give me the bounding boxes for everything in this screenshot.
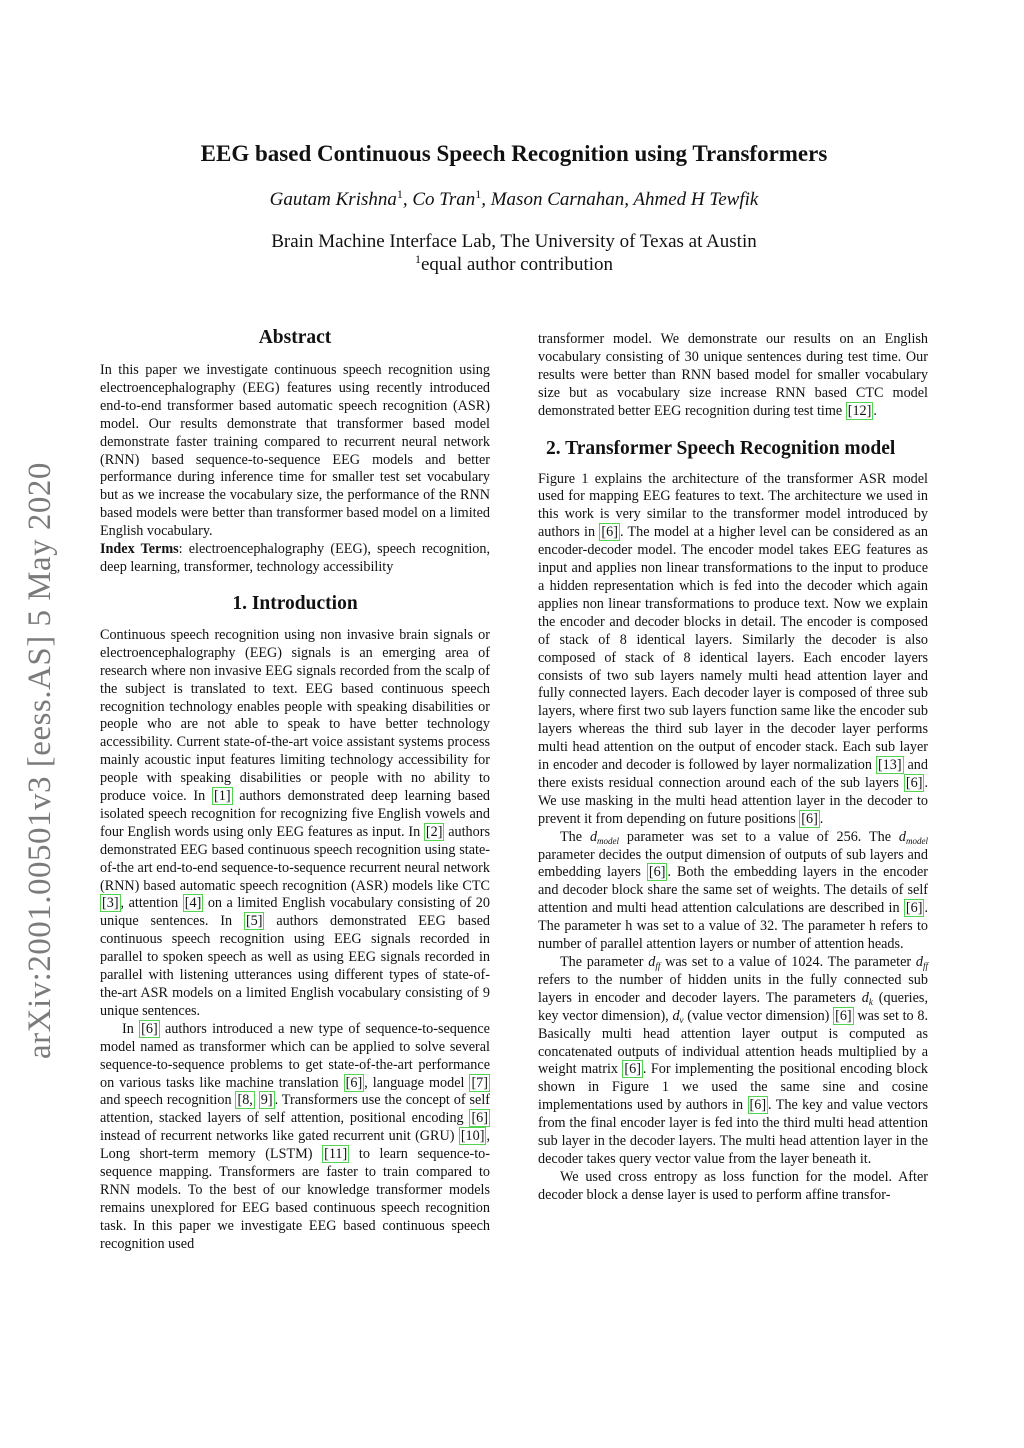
- text-run: (queries, key vector dimension),: [538, 989, 928, 1024]
- text-run: parameter decides the output dimension of outputs of sub layers and embedding layers: [538, 846, 928, 881]
- math-symbol: d: [648, 954, 656, 970]
- math-d-ff: [916, 954, 928, 970]
- text-run: . The key and value vectors from the final encoder layer is fed into the third multi head attention sub layer in the decoder layers. The multi head attention layer in the decoder takes query vector value from the layer beneath it.: [538, 1097, 928, 1167]
- text-run: . For implementing the positional encoding block shown in Figure 1 we used the same sine and cosine implementations used by authors in: [538, 1061, 928, 1114]
- text-run: was set to a value of 1024. The parameter: [660, 954, 916, 970]
- text-run: parameter was set to a value of 256. The: [619, 828, 899, 845]
- text-run: , Long short-term memory (LSTM): [100, 1128, 490, 1163]
- text-run: and speech recognition: [100, 1092, 236, 1109]
- citation-link[interactable]: [8,: [237, 1092, 253, 1109]
- math-subscript: ff: [922, 961, 928, 971]
- intro-continuation: [538, 331, 928, 421]
- citation-link[interactable]: [6]: [601, 524, 618, 541]
- text-run: The parameter: [560, 954, 649, 970]
- text-run: transformer model. We demonstrate our results on an English vocabulary consisting of 30 unique sentences during test time. Our results were better than RNN based model for smaller vocabulary size but as vocabulary size increase RNN based CTC model demonstrated better EEG recognition during test time: [538, 331, 928, 419]
- section-2-heading: 2. Transformer Speech Recognition model: [546, 437, 896, 459]
- math-d-v: [672, 1008, 683, 1024]
- citation-link[interactable]: [11]: [324, 1146, 348, 1163]
- math-symbol: d: [915, 954, 923, 970]
- math-d-k: [862, 990, 873, 1006]
- section-2-paragraph-3: [538, 954, 928, 1169]
- citation-link[interactable]: [6]: [905, 900, 923, 917]
- text-run: In: [122, 1020, 140, 1037]
- citation-link[interactable]: [7]: [471, 1074, 488, 1091]
- math-symbol: d: [861, 989, 869, 1006]
- citation-link[interactable]: [6]: [648, 864, 666, 881]
- author-name: Gautam Krishna: [269, 189, 397, 210]
- citation-link[interactable]: [6]: [835, 1007, 852, 1024]
- text-run: , language model: [364, 1074, 470, 1091]
- abstract-heading: Abstract: [258, 327, 332, 348]
- text-run: . The model at a higher level can be considered as an encoder-decoder model. The encoder model takes EEG features as input and applies non linear transformations to the input to produce a hidden representation which is fed into the decoder which again applies non linear transformations to produce text. Now we explain the encoder and decoder blocks in detail. The encoder is composed of stack of 8 identical layers. Similarly the decoder is also composed of stack of 8 identical layers. Each encoder layers consists of two sub layers namely multi head attention layer and fully connected layers. Each decoder layer is composed of three sub layers, where first two sub layers function same like the encoder sub layers whereas the third sub layer in the decoder layer performs multi head attention on the output of encoder stack. Each sub layer in encoder and decoder is followed by layer normalization: [538, 524, 929, 774]
- equal-contribution-note: [100, 254, 928, 276]
- text-run: to learn sequence-to-sequence mapping. Transformers are faster to train compared to RNN models. To the best of our knowledge transformer models remains unexplored for EEG based continuous speech recognition task. In this paper we investigate EEG based continuous speech recognition used: [100, 1146, 490, 1252]
- text-run: was set to 8. Basically multi head attention layer output is computed as concatenated outputs of individual attention heads multiplied by a weight matrix: [538, 1007, 928, 1078]
- text-run: refers to the number of hidden units in the fully connected sub layers in encoder and decoder layers. The parameters: [538, 971, 928, 1006]
- citation-link[interactable]: [6]: [471, 1110, 488, 1127]
- citation-link[interactable]: [6]: [749, 1097, 767, 1114]
- math-d-model: [590, 829, 619, 845]
- intro-paragraph-2: [100, 1021, 490, 1254]
- math-subscript: ff: [655, 961, 661, 971]
- intro-paragraph-1: [100, 627, 490, 1021]
- left-column: [100, 326, 490, 1254]
- text-run: authors demonstrated EEG based continuous speech recognition using EEG signals recorded in parallel to spoken speech as well as using EEG signals recorded in parallel with listening utterances using different types of state-of-the-art ASR models on a limited English vocabulary consisting of 9 unique sentences.: [100, 913, 491, 1019]
- math-subscript: model: [597, 835, 620, 846]
- math-d-model: [899, 829, 928, 845]
- text-run: . We use masking in the multi head attention layer in the decoder to prevent it from depending on future positions: [538, 774, 928, 827]
- text-run: (value vector dimension): [683, 1007, 834, 1024]
- citation-link[interactable]: [3]: [102, 895, 119, 912]
- math-d-ff: [648, 954, 660, 970]
- math-symbol: d: [672, 1007, 680, 1024]
- math-subscript: v: [679, 1014, 684, 1025]
- section-2-paragraph-4: We used cross entropy as loss function for the model. After decoder block a dense layer is used to perform affine transfor-: [538, 1168, 928, 1203]
- citation-link[interactable]: [13]: [877, 757, 902, 774]
- equal-contribution-text: equal author contribution: [420, 254, 614, 275]
- index-terms: [100, 541, 490, 577]
- citation-link[interactable]: [10]: [460, 1128, 485, 1145]
- citation-link[interactable]: [6]: [801, 810, 818, 827]
- affiliation-marker: 1: [475, 187, 482, 201]
- text-run: . Both the embedding layers in the encoder and decoder block share the same set of weights. The details of self attention and multi head attention calculations are described in: [538, 864, 928, 917]
- paper-title: EEG based Continuous Speech Recognition using Transformers: [200, 141, 828, 166]
- text-run: The: [560, 828, 590, 845]
- index-terms-label: Index Terms: [100, 541, 179, 558]
- arxiv-identifier: arXiv:2001.00501v3 [eess.AS] 5 May 2020: [22, 462, 58, 1059]
- text-run: authors demonstrated deep learning based isolated speech recognition for recognizing five English vowels and four English words using only EEG features as input. In: [100, 788, 490, 840]
- affiliation-marker: 1: [414, 252, 421, 266]
- text-run: . Transformers use the concept of self attention, stacked layers of self attention, positional encoding: [100, 1092, 490, 1127]
- text-run: .: [819, 810, 824, 827]
- text-run: and there exists residual connection around each of the sub layers: [538, 757, 928, 791]
- author-name: Co Tran: [412, 189, 476, 210]
- citation-link[interactable]: [6]: [905, 774, 923, 791]
- text-run: Continuous speech recognition using non invasive brain signals or electroencephalography (EEG) signals is an emerging area of research where non invasive EEG signals recorded from the scalp of the subject is translated to text. EEG based continuous speech recognition technology enables people with speaking disabilities or people who are not able to speak to have better technology accessibility. Current state-of-the-art voice assistant systems process mainly acoustic input features limiting technology accessibility for people with speaking disabilities or people with no ability to produce voice. In: [100, 626, 490, 805]
- text-run: authors introduced a new type of sequence-to-sequence model named as transformer which can be applied to solve several sequence-to-sequence problems to get state-of-the-art performance on various tasks like machine translation: [100, 1020, 490, 1091]
- citation-link[interactable]: [1]: [214, 788, 231, 805]
- citation-link[interactable]: [6]: [345, 1074, 363, 1091]
- text-run: , attention: [120, 895, 183, 912]
- text-run: .: [873, 402, 877, 419]
- citation-link[interactable]: [6]: [141, 1020, 158, 1037]
- text-run: instead of recurrent networks like gated recurrent unit (GRU): [100, 1128, 459, 1145]
- index-terms-text: : electroencephalography (EEG), speech recognition, deep learning, transformer, technology accessibility: [100, 541, 490, 575]
- introduction-heading: 1. Introduction: [232, 592, 358, 614]
- text-run: authors demonstrated EEG based continuous speech recognition using state-of-the art end-to-end sequence-to-sequence recurrent neural network (RNN) based automatic speech recognition (ASR) models like CTC: [100, 823, 490, 894]
- math-subscript: model: [906, 835, 928, 846]
- math-symbol: d: [589, 828, 598, 845]
- text-run: Figure 1 explains the architecture of the transformer ASR model used for mapping EEG features to text. The architecture we used in this work is very similar to the transformer model introduced by authors in: [538, 470, 928, 541]
- affiliation-marker: 1: [396, 187, 403, 201]
- math-symbol: d: [898, 828, 906, 845]
- abstract-text: In this paper we investigate continuous speech recognition using electroencephalography (EEG) features using recently introduced end-to-end transformer based automatic speech recognition (ASR) model. Our results demonstrate that transformer based model demonstrate faster training compared to recurrent neural network (RNN) based sequence-to-sequence EEG models and better performance during inference time for smaller test set vocabulary but as we increase the vocabulary size, the performance of the RNN based models were better than transformer based model on a limited English vocabulary.: [100, 362, 490, 540]
- author-list: Gautam Krishna$^1$, Co Tran$^1$, Mason Carnahan, Ahmed H Tewfik: [269, 187, 759, 210]
- text-run: . The parameter h was set to a value of 32. The parameter h refers to number of parallel attention layers or number of attention heads.: [538, 900, 928, 953]
- text-run: on a limited English vocabulary consisting of 20 unique sentences. In: [100, 895, 490, 930]
- paper-header: [100, 140, 928, 276]
- citation-link[interactable]: [2]: [425, 823, 443, 840]
- section-2-paragraph-2: [538, 829, 928, 954]
- citation-link[interactable]: [4]: [184, 895, 202, 912]
- citation-link[interactable]: 9]: [260, 1092, 273, 1109]
- right-column: [538, 331, 928, 1205]
- citation-link[interactable]: [5]: [245, 913, 263, 930]
- citation-link[interactable]: [12]: [847, 402, 872, 419]
- author-name: Mason Carnahan, Ahmed H Tewfik: [490, 189, 759, 210]
- math-subscript: k: [868, 996, 873, 1007]
- citation-link[interactable]: [6]: [624, 1061, 641, 1078]
- affiliation: Brain Machine Interface Lab, The University of Texas at Austin: [271, 231, 757, 252]
- section-2-paragraph-1: [538, 471, 928, 829]
